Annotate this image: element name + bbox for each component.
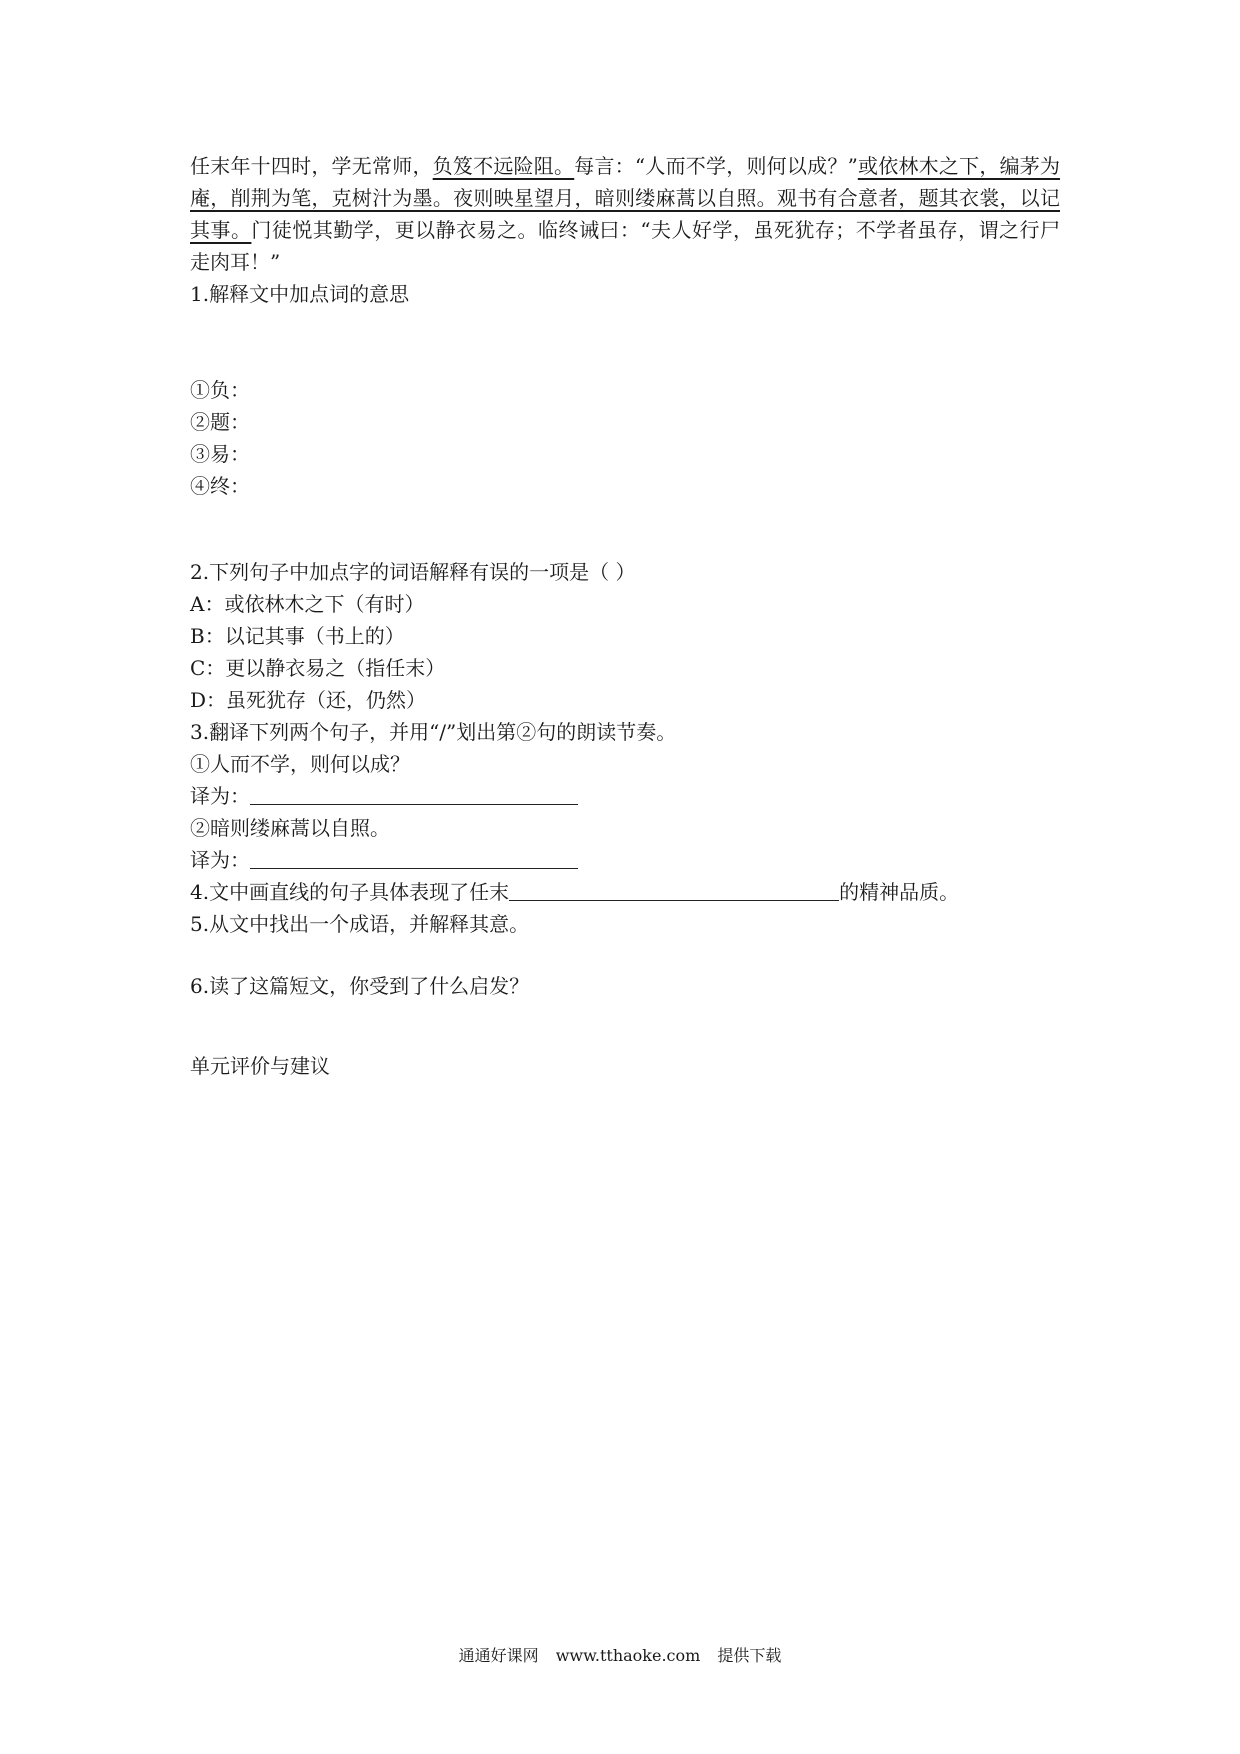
page-footer: [0, 1643, 1240, 1666]
question-2-title: 2.下列句子中加点字的词语解释有误的一项是（ ）: [190, 560, 636, 584]
footer-site-name: 通通好课网: [458, 1646, 539, 1665]
question-6-title: 6.读了这篇短文，你受到了什么启发？: [190, 974, 530, 998]
q1-item-3: ③易：: [190, 442, 250, 466]
q1-item-1: ①负：: [190, 378, 250, 402]
question-4: [190, 876, 1060, 908]
q2-option-a: A：或依林木之下（有时）: [190, 592, 425, 616]
passage-sentence-3: 每言：“人而不学，则何以成？”: [574, 154, 858, 178]
passage-sentence-5: 门徒悦其勤学，更以静衣易之。临终诫曰：“夫人好学，虽死犹存；不学者虽存，谓之行尸走肉耳！”: [190, 218, 1060, 274]
section-title: 单元评价与建议: [190, 1054, 330, 1078]
q3-sentence-2: ②暗则缕麻蒿以自照。: [190, 816, 390, 840]
q2-option-b: B：以记其事（书上的）: [190, 624, 405, 648]
q4-prefix: 4.文中画直线的句子具体表现了任末: [190, 880, 510, 904]
passage-underlined-1: 负笈不远险阻。: [432, 154, 575, 178]
footer-url: www.tthaoke.com: [555, 1646, 701, 1665]
q1-item-4: ④终：: [190, 474, 250, 498]
q3-answer-blank-1[interactable]: [250, 782, 578, 805]
q3-sentence-1: ①人而不学，则何以成？: [190, 752, 410, 776]
worksheet-page: [190, 150, 1060, 1082]
q4-suffix: 的精神品质。: [839, 880, 960, 904]
q4-answer-blank[interactable]: [509, 878, 839, 901]
q3-answer-blank-2[interactable]: [250, 846, 578, 869]
footer-note: 提供下载: [717, 1646, 782, 1665]
q2-option-d: D：虽死犹存（还，仍然）: [190, 688, 427, 712]
passage-sentence-1: 任末年十四时，学无常师，: [190, 154, 433, 178]
passage-underlined-2: 或依林木之下，编茅为庵，削荆为笔，克树汁为墨。夜则映星望月，暗则缕麻蒿以自照。观书有合意者，题其衣裳，以记其事。: [190, 154, 1061, 242]
question-5-title: 5.从文中找出一个成语，并解释其意。: [190, 912, 530, 936]
q3-answer-label-1: 译为：: [190, 784, 250, 808]
question-1-title: 1.解释文中加点词的意思: [190, 282, 410, 306]
q2-option-c: C：更以静衣易之（指任末）: [190, 656, 446, 680]
q3-answer-row-2: [190, 844, 1060, 876]
question-3-title: 3.翻译下列两个句子，并用“/”划出第②句的朗读节奏。: [190, 720, 677, 744]
q3-answer-label-2: 译为：: [190, 848, 250, 872]
reading-passage: [190, 150, 1060, 278]
q3-answer-row-1: [190, 780, 1060, 812]
q1-item-2: ②题：: [190, 410, 250, 434]
